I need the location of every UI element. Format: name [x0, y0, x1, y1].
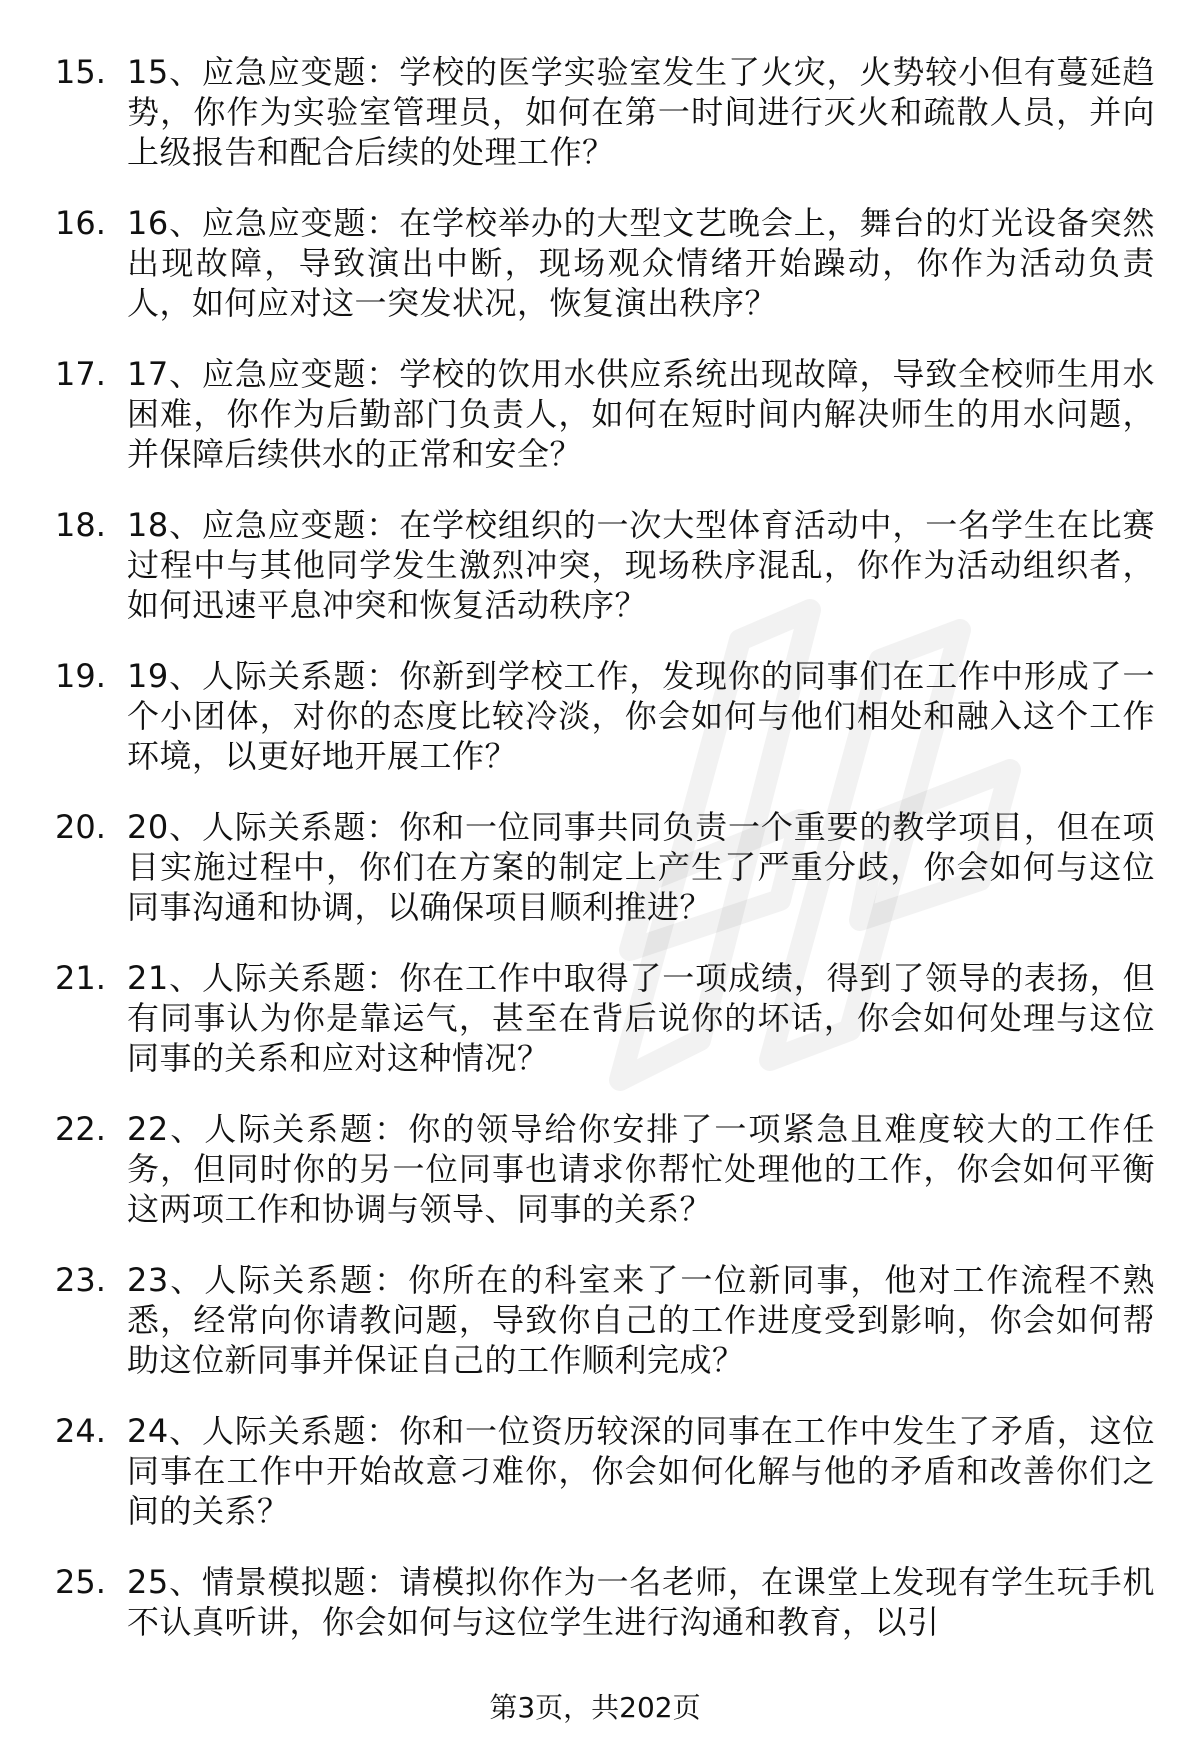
question-item: [55, 1260, 1155, 1380]
question-item: [55, 807, 1155, 927]
question-number: 16.: [55, 204, 106, 242]
question-text: 15、应急应变题：学校的医学实验室发生了火灾，火势较小但有蔓延趋势，你作为实验室管理员，如何在第一时间进行灭火和疏散人员，并向上级报告和配合后续的处理工作？: [127, 53, 1155, 171]
question-item: [55, 203, 1155, 323]
question-text: 24、人际关系题：你和一位资历较深的同事在工作中发生了矛盾，这位同事在工作中开始故意刁难你，你会如何化解与他的矛盾和改善你们之间的关系？: [127, 1412, 1155, 1530]
question-text: 16、应急应变题：在学校举办的大型文艺晚会上，舞台的灯光设备突然出现故障，导致演出中断，现场观众情绪开始躁动，你作为活动负责人，如何应对这一突发状况，恢复演出秩序？: [127, 204, 1155, 322]
question-number: 25.: [55, 1563, 106, 1601]
question-text: 25、情景模拟题：请模拟你作为一名老师，在课堂上发现有学生玩手机不认真听讲，你会如何与这位学生进行沟通和教育，以引: [127, 1563, 1155, 1641]
question-number: 18.: [55, 506, 106, 544]
question-item: [55, 656, 1155, 776]
question-number: 24.: [55, 1412, 106, 1450]
question-number: 19.: [55, 657, 106, 695]
question-number: 17.: [55, 355, 106, 393]
question-number: 20.: [55, 808, 106, 846]
question-item: [55, 1562, 1155, 1642]
question-item: [55, 1109, 1155, 1229]
page-footer: [0, 1690, 1190, 1726]
question-item: [55, 1411, 1155, 1531]
question-number: 15.: [55, 53, 106, 91]
question-text: 22、人际关系题：你的领导给你安排了一项紧急且难度较大的工作任务，但同时你的另一位同事也请求你帮忙处理他的工作，你会如何平衡这两项工作和协调与领导、同事的关系？: [127, 1110, 1155, 1228]
question-item: [55, 52, 1155, 172]
question-text: 19、人际关系题：你新到学校工作，发现你的同事们在工作中形成了一个小团体，对你的态度比较冷淡，你会如何与他们相处和融入这个工作环境，以更好地开展工作？: [127, 657, 1155, 775]
question-text: 18、应急应变题：在学校组织的一次大型体育活动中，一名学生在比赛过程中与其他同学发生激烈冲突，现场秩序混乱，你作为活动组织者，如何迅速平息冲突和恢复活动秩序？: [127, 506, 1155, 624]
question-text: 23、人际关系题：你所在的科室来了一位新同事，他对工作流程不熟悉，经常向你请教问题，导致你自己的工作进度受到影响，你会如何帮助这位新同事并保证自己的工作顺利完成？: [127, 1261, 1155, 1379]
question-number: 21.: [55, 959, 106, 997]
question-item: [55, 354, 1155, 474]
question-number: 22.: [55, 1110, 106, 1148]
question-list: [55, 52, 1155, 1673]
question-text: 20、人际关系题：你和一位同事共同负责一个重要的教学项目，但在项目实施过程中，你们在方案的制定上产生了严重分歧，你会如何与这位同事沟通和协调，以确保项目顺利推进？: [127, 808, 1155, 926]
page-number-label: 第3页，共202页: [489, 1691, 701, 1724]
question-text: 21、人际关系题：你在工作中取得了一项成绩，得到了领导的表扬，但有同事认为你是靠运气，甚至在背后说你的坏话，你会如何处理与这位同事的关系和应对这种情况？: [127, 959, 1155, 1077]
question-item: [55, 958, 1155, 1078]
question-item: [55, 505, 1155, 625]
question-text: 17、应急应变题：学校的饮用水供应系统出现故障，导致全校师生用水困难，你作为后勤部门负责人，如何在短时间内解决师生的用水问题，并保障后续供水的正常和安全？: [127, 355, 1155, 473]
question-number: 23.: [55, 1261, 106, 1299]
